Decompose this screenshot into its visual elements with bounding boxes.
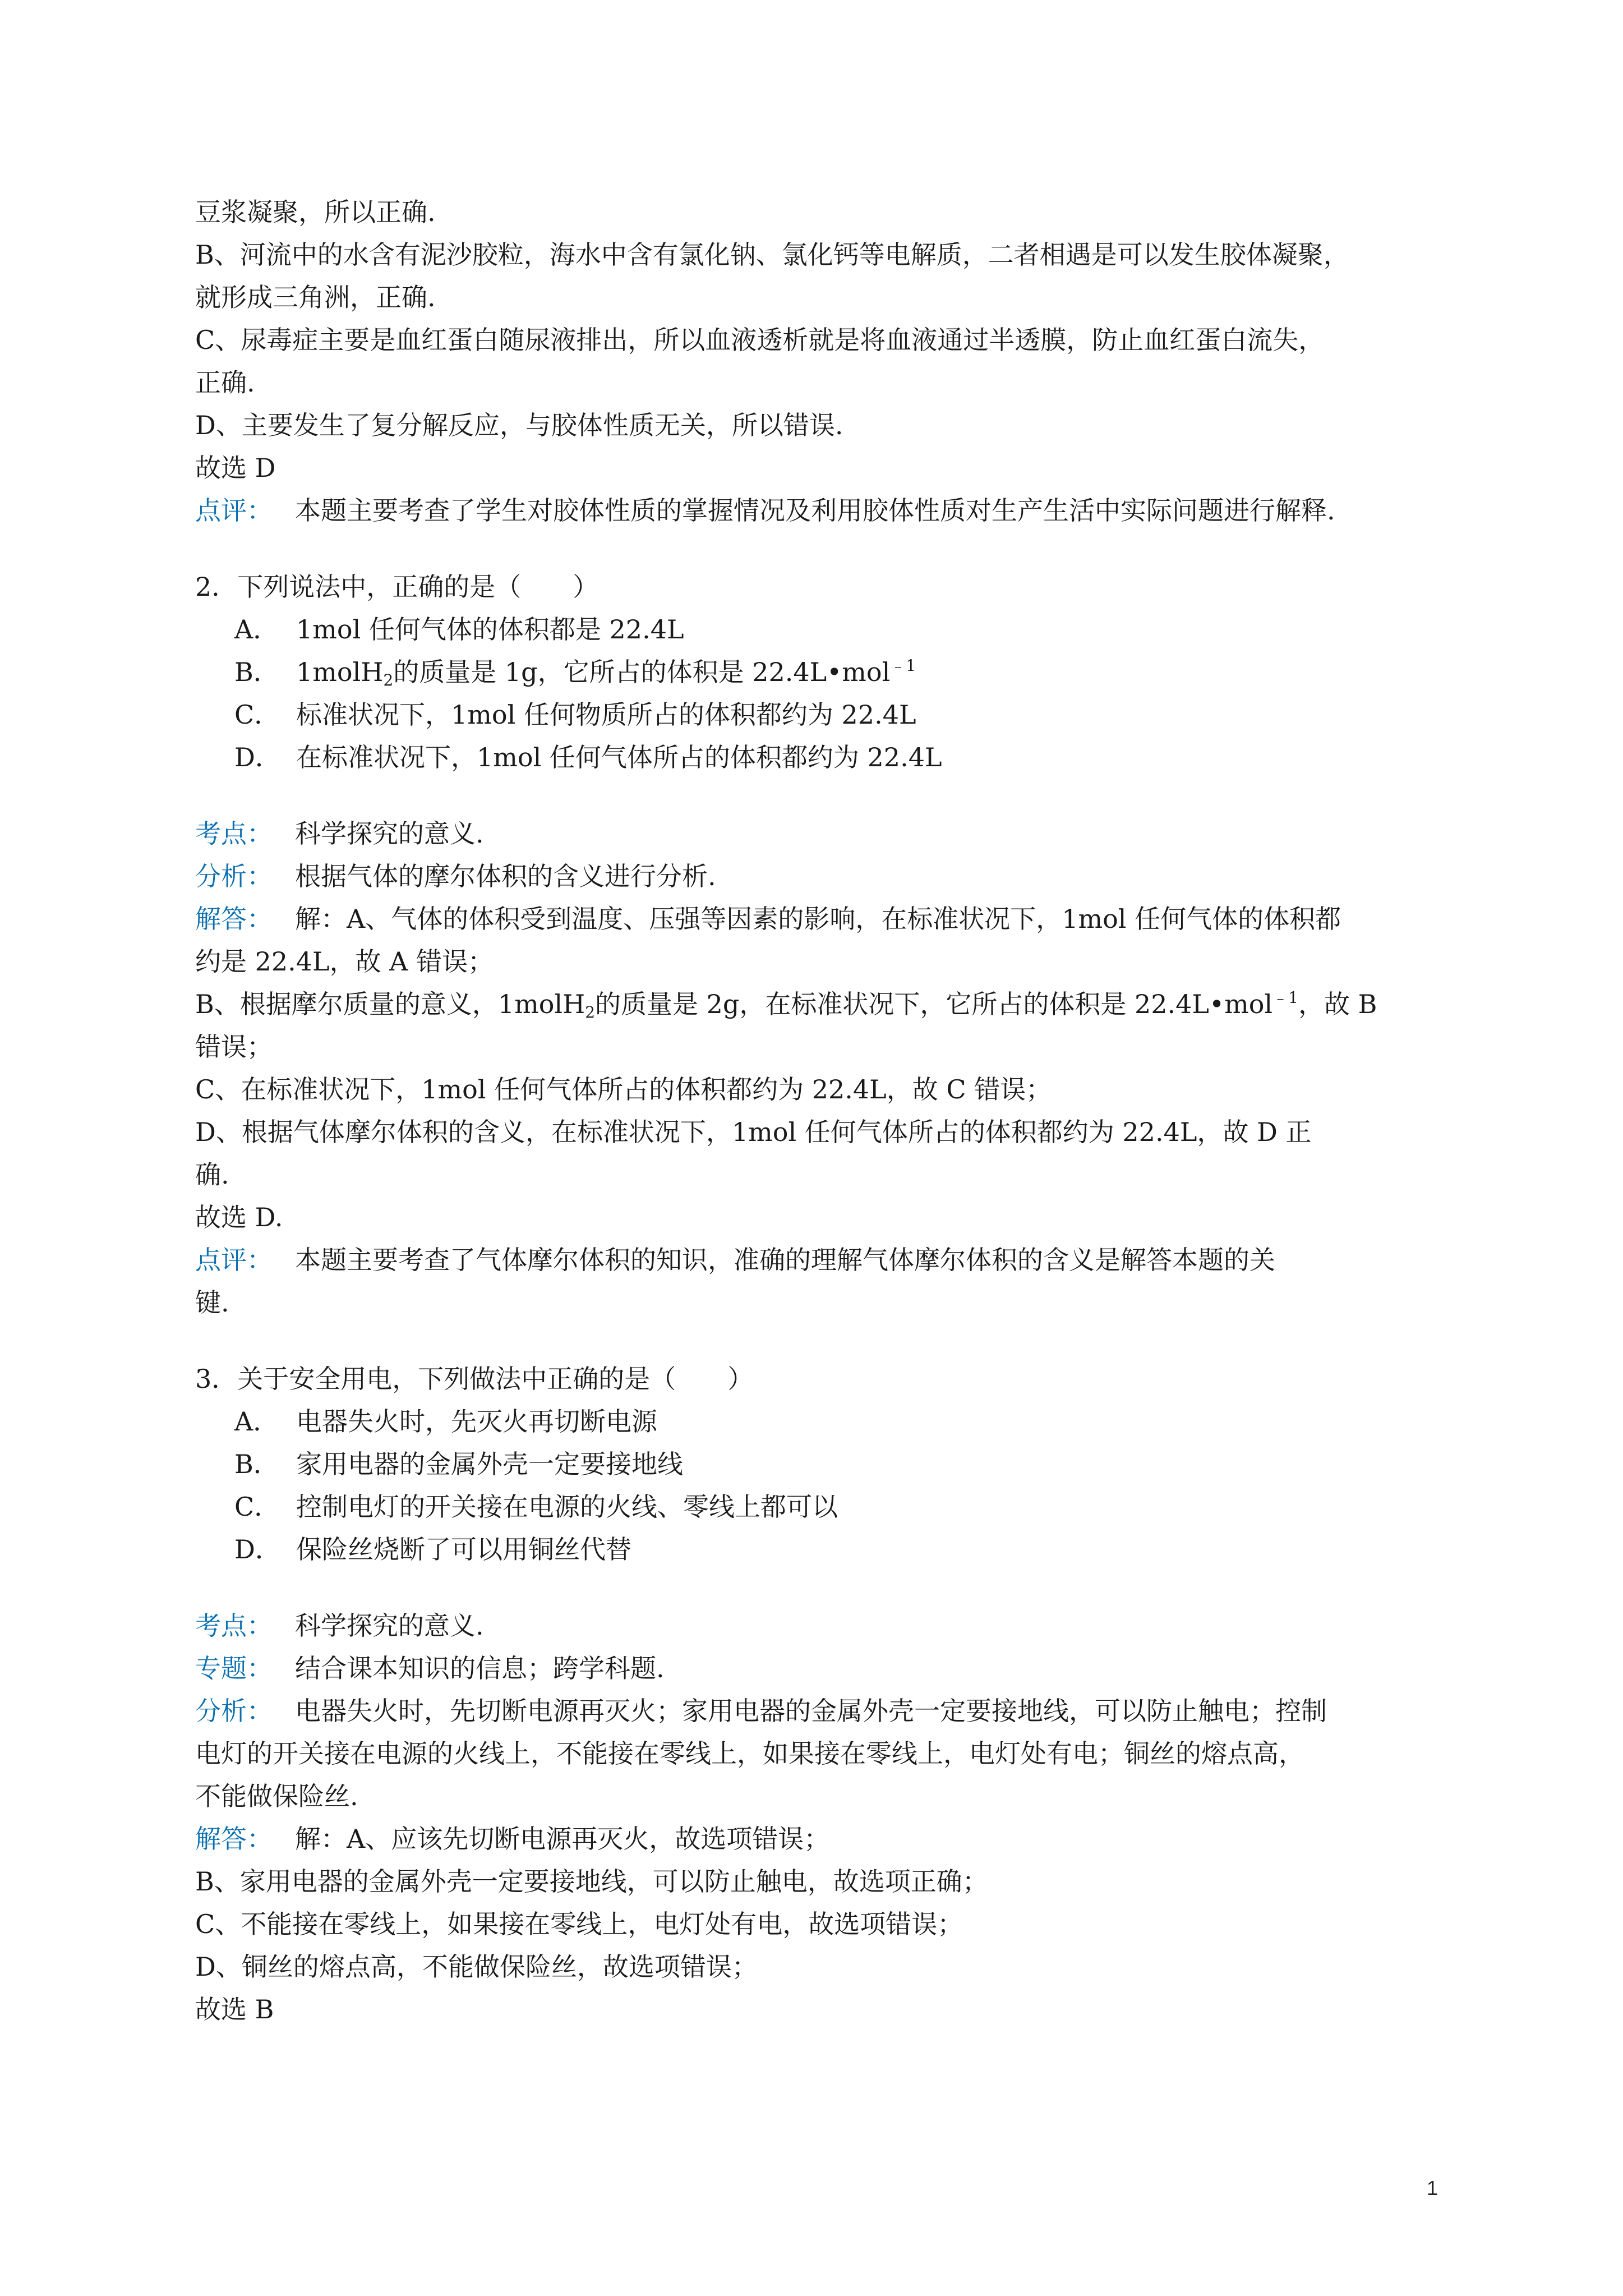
- option-text: 家用电器的金属外壳一定要接地线: [296, 1449, 683, 1479]
- option-b: [195, 651, 1446, 693]
- answer-line: D、铜丝的熔点高，不能做保险丝，故选项错误；: [195, 1952, 758, 1982]
- topic-label: 专题：: [195, 1653, 273, 1683]
- option-text: 标准状况下，1mol 任何物质所占的体积都约为 22.4L: [296, 700, 916, 730]
- subscript: 2: [383, 671, 394, 689]
- question-3: [195, 1358, 1446, 2031]
- analysis-line: 不能做保险丝.: [195, 1781, 358, 1811]
- intro-line: D、主要发生了复分解反应，与胶体性质无关，所以错误.: [195, 410, 843, 440]
- intro-line: C、尿毒症主要是血红蛋白随尿液排出，所以血液透析就是将血液通过半透膜，防止血红蛋白流失，: [195, 325, 1325, 355]
- option-a: [195, 1400, 1446, 1443]
- answer-line-b: [195, 983, 1446, 1025]
- review-text: 本题主要考查了气体摩尔体积的知识，准确的理解气体摩尔体积的含义是解答本题的关: [295, 1245, 1275, 1275]
- analysis-line: 电灯的开关接在电源的火线上，不能接在零线上，如果接在零线上，电灯处有电；铜丝的熔点高，: [195, 1738, 1304, 1769]
- answer-line: C、在标准状况下，1mol 任何气体所占的体积都约为 22.4L，故 C 错误；: [195, 1074, 1052, 1105]
- option-c: [195, 693, 1446, 736]
- answer-label: 解答：: [195, 1824, 273, 1854]
- answer-label: 解答：: [195, 904, 273, 934]
- question-2: [195, 565, 1446, 1324]
- option-key: D．: [234, 1534, 281, 1565]
- answer-line: B、家用电器的金属外壳一定要接地线，可以防止触电，故选项正确；: [195, 1866, 988, 1897]
- answer-b-mid: 的质量是 2g，在标准状况下，它所占的体积是 22.4L•mol: [595, 989, 1273, 1019]
- answer-b-pre: B、根据摩尔质量的意义，1molH: [195, 989, 585, 1019]
- review-label: 点评：: [195, 495, 273, 526]
- option-key: B．: [234, 657, 279, 687]
- option-a: [195, 608, 1446, 651]
- subscript: 2: [585, 1003, 596, 1022]
- intro-line: 故选 D: [195, 453, 276, 483]
- answer-line: 约是 22.4L，故 A 错误；: [195, 946, 494, 977]
- review-text: 本题主要考查了学生对胶体性质的掌握情况及利用胶体性质对生产生活中实际问题进行解释.: [295, 495, 1335, 526]
- review-label: 点评：: [195, 1245, 273, 1275]
- review-row: [195, 1239, 1446, 1281]
- answer-text: 解：A、应该先切断电源再灭火，故选项错误；: [295, 1824, 830, 1854]
- option-key: A．: [234, 1406, 279, 1437]
- option-key: C．: [234, 700, 280, 730]
- option-d: [195, 736, 1446, 779]
- option-b: [195, 1443, 1446, 1485]
- option-key: D．: [234, 742, 281, 772]
- analysis-text: 根据气体的摩尔体积的含义进行分析.: [295, 861, 716, 891]
- analysis-text: 电器失火时，先切断电源再灭火；家用电器的金属外壳一定要接地线，可以防止触电；控制: [295, 1696, 1327, 1726]
- option-text: 控制电灯的开关接在电源的火线、零线上都可以: [296, 1492, 838, 1522]
- analysis-label: 分析：: [195, 861, 273, 891]
- option-text: 电器失火时，先灭火再切断电源: [296, 1406, 657, 1437]
- option-d: [195, 1528, 1446, 1571]
- intro-line: B、河流中的水含有泥沙胶粒，海水中含有氯化钠、氯化钙等电解质，二者相遇是可以发生胶体凝聚，: [195, 240, 1349, 270]
- point-text: 科学探究的意义.: [295, 1611, 484, 1641]
- page-number: 1: [1426, 2177, 1438, 2200]
- point-text: 科学探究的意义.: [295, 818, 484, 849]
- option-key: B．: [234, 1449, 279, 1479]
- answer-b-post: ，故 B: [1298, 989, 1377, 1019]
- answer-line: C、不能接在零线上，如果接在零线上，电灯处有电，故选项错误；: [195, 1909, 963, 1939]
- option-text-post: 的质量是 1g，它所占的体积是 22.4L•mol: [393, 657, 891, 687]
- point-label: 考点：: [195, 818, 273, 849]
- answer-text: 解：A、气体的体积受到温度、压强等因素的影响，在标准状况下，1mol 任何气体的体积都: [295, 904, 1341, 934]
- question-stem: 2．下列说法中，正确的是（ ）: [195, 572, 599, 602]
- intro-line: 就形成三角洲，正确.: [195, 282, 436, 312]
- page-content: [195, 191, 1446, 2031]
- answer-row: [195, 898, 1446, 940]
- answer-line: D、根据气体摩尔体积的含义，在标准状况下，1mol 任何气体所占的体积都约为 22.4L，故 D 正: [195, 1117, 1312, 1147]
- point-row: [195, 1604, 1446, 1647]
- intro-line: 豆浆凝聚，所以正确.: [195, 197, 436, 227]
- answer-line: 确.: [195, 1159, 229, 1190]
- topic-text: 结合课本知识的信息；跨学科题.: [295, 1653, 665, 1683]
- question-stem: 3．关于安全用电，下列做法中正确的是（ ）: [195, 1364, 754, 1394]
- answer-choice: 故选 B: [195, 1994, 274, 2024]
- review-row: [195, 489, 1446, 532]
- analysis-label: 分析：: [195, 1696, 273, 1726]
- analysis-row: [195, 855, 1446, 898]
- option-text: 1mol 任何气体的体积都是 22.4L: [296, 614, 684, 645]
- topic-row: [195, 1647, 1446, 1690]
- intro-line: 正确.: [195, 367, 255, 398]
- option-c: [195, 1485, 1446, 1528]
- point-row: [195, 812, 1446, 855]
- answer-row: [195, 1818, 1446, 1860]
- option-key: C．: [234, 1492, 280, 1522]
- option-text-pre: 1molH: [296, 657, 384, 687]
- answer-choice: 故选 D.: [195, 1202, 283, 1232]
- point-label: 考点：: [195, 1611, 273, 1641]
- superscript: ﹣1: [890, 656, 916, 675]
- question-1-tail: [195, 191, 1446, 532]
- option-text: 在标准状况下，1mol 任何气体所占的体积都约为 22.4L: [296, 742, 942, 772]
- review-line: 键.: [195, 1287, 229, 1318]
- answer-line: 错误；: [195, 1032, 273, 1062]
- superscript: ﹣1: [1272, 988, 1298, 1007]
- option-text: 保险丝烧断了可以用铜丝代替: [296, 1534, 631, 1565]
- analysis-row: [195, 1690, 1446, 1732]
- option-key: A．: [234, 614, 279, 645]
